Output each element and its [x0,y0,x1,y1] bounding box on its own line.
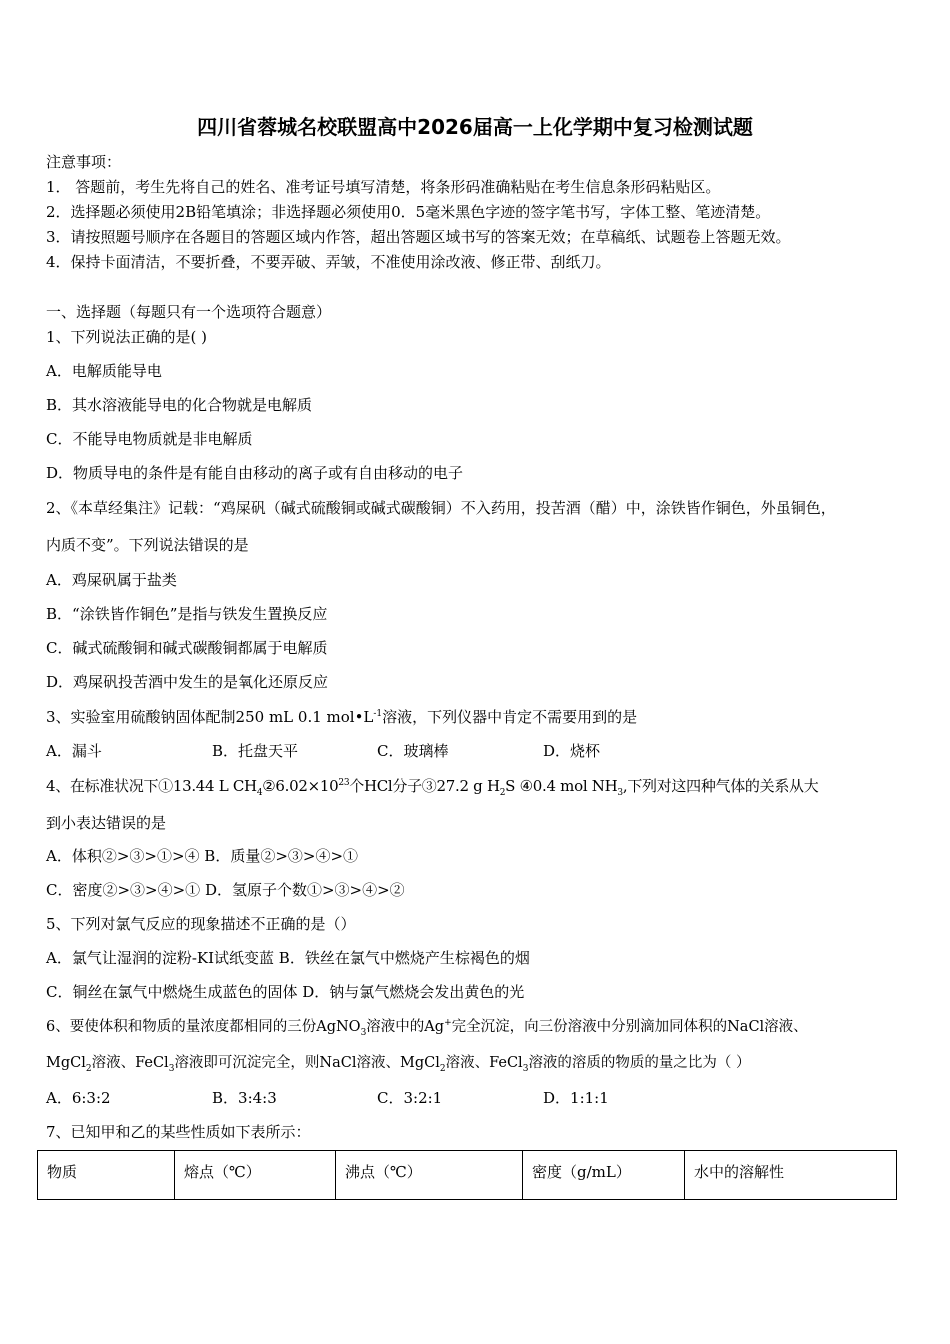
table-header-row [38,1151,897,1200]
option: A．电解质能导电 [46,362,162,380]
question-stem: 1、下列说法正确的是( ) [46,328,208,346]
option: B．托盘天平 [212,742,299,760]
question-stem-cont: 到小表达错误的是 [46,814,167,832]
option: D．1:1:1 [543,1089,609,1107]
table-header-cell: 物质 [38,1151,175,1200]
notice-item: 1． 答题前，考生先将自己的姓名、准考证号填写清楚，将条形码准确粘贴在考生信息条形码粘贴区。 [46,178,721,196]
notice-item: 4．保持卡面清洁，不要折叠，不要弄破、弄皱，不准使用涂改液、修正带、刮纸刀。 [46,253,611,271]
option: D．物质导电的条件是有能自由移动的离子或有自由移动的电子 [46,464,464,482]
question-stem: 4、在标准状况下①13.44 L $CH_4②6.02\times 10^{23}$个HCl分子③27.2 g $H_2S$ ④0.4 mol $NH_3$,下列对这四种气体的关系从大 [46,777,819,798]
option: B．“涂铁皆作铜色”是指与铁发生置换反应 [46,605,328,623]
option: A．鸡屎矾属于盐类 [46,571,177,589]
option-row: C．密度②>③>④>① D．氢原子个数①>③>④>② [46,881,405,899]
option-row: A．氯气让湿润的淀粉-KI试纸变蓝 B．铁丝在氯气中燃烧产生棕褐色的烟 [46,949,530,967]
option: D．鸡屎矾投苦酒中发生的是氧化还原反应 [46,673,329,691]
option: B．其水溶液能导电的化合物就是电解质 [46,396,313,414]
page-title: 四川省蓉城名校联盟高中2026届高一上化学期中复习检测试题 [197,115,753,139]
notice-item: 2．选择题必须使用2B铅笔填涂；非选择题必须使用0．5毫米黑色字迹的签字笔书写，字体工整、笔迹清楚。 [46,203,771,221]
option: C．3:2:1 [377,1089,443,1107]
option: A．漏斗 [46,742,102,760]
question-stem: 6、要使体积和物质的量浓度都相同的三份AgNO$_3$溶液中的Ag+完全沉淀，向三份溶液中分别滴加同体积的NaCl溶液、 [46,1018,808,1038]
question-stem: 2、《本草经集注》记载：“鸡屎矾（碱式硫酸铜或碱式碳酸铜）不入药用，投苦酒（醋）中，涂铁皆作铜色，外虽铜色， [46,499,836,517]
properties-table [37,1150,897,1200]
question-stem: 5、下列对氯气反应的现象描述不正确的是（） [46,915,356,933]
question-stem: 3、实验室用硫酸钠固体配制250 mL 0.1 $mol•L^{-1}$溶液，下列仪器中肯定不需要用到的是 [46,708,638,726]
section-heading: 一、选择题（每题只有一个选项符合题意） [46,303,332,321]
option: A．6:3:2 [46,1089,111,1107]
table-header-cell: 密度（g/mL） [523,1151,685,1200]
notice-item: 3．请按照题号顺序在各题目的答题区域内作答，超出答题区域书写的答案无效；在草稿纸、试题卷上答题无效。 [46,228,791,246]
option: C．不能导电物质就是非电解质 [46,430,253,448]
question-stem-cont: 内质不变”。下列说法错误的是 [46,536,249,554]
notice-heading: 注意事项： [46,153,122,171]
option: D．烧杯 [543,742,601,760]
option: B．3:4:3 [212,1089,277,1107]
table-header-cell: 沸点（℃） [336,1151,523,1200]
table-header-cell: 水中的溶解性 [685,1151,897,1200]
option: C．碱式硫酸铜和碱式碳酸铜都属于电解质 [46,639,328,657]
table-header-cell: 熔点（℃） [175,1151,336,1200]
option-row: A．体积②>③>①>④ B．质量②>③>④>① [46,847,359,865]
option: C．玻璃棒 [377,742,449,760]
question-stem: 7、已知甲和乙的某些性质如下表所示： [46,1123,311,1141]
question-stem-cont: MgCl$_2$溶液、FeCl$_3$溶液即可沉淀完全，则NaCl溶液、MgCl$_2$溶液、FeCl$_3$溶液的溶质的物质的量之比为（ ） [46,1055,751,1074]
option-row: C．铜丝在氯气中燃烧生成蓝色的固体 D．钠与氯气燃烧会发出黄色的光 [46,983,525,1001]
